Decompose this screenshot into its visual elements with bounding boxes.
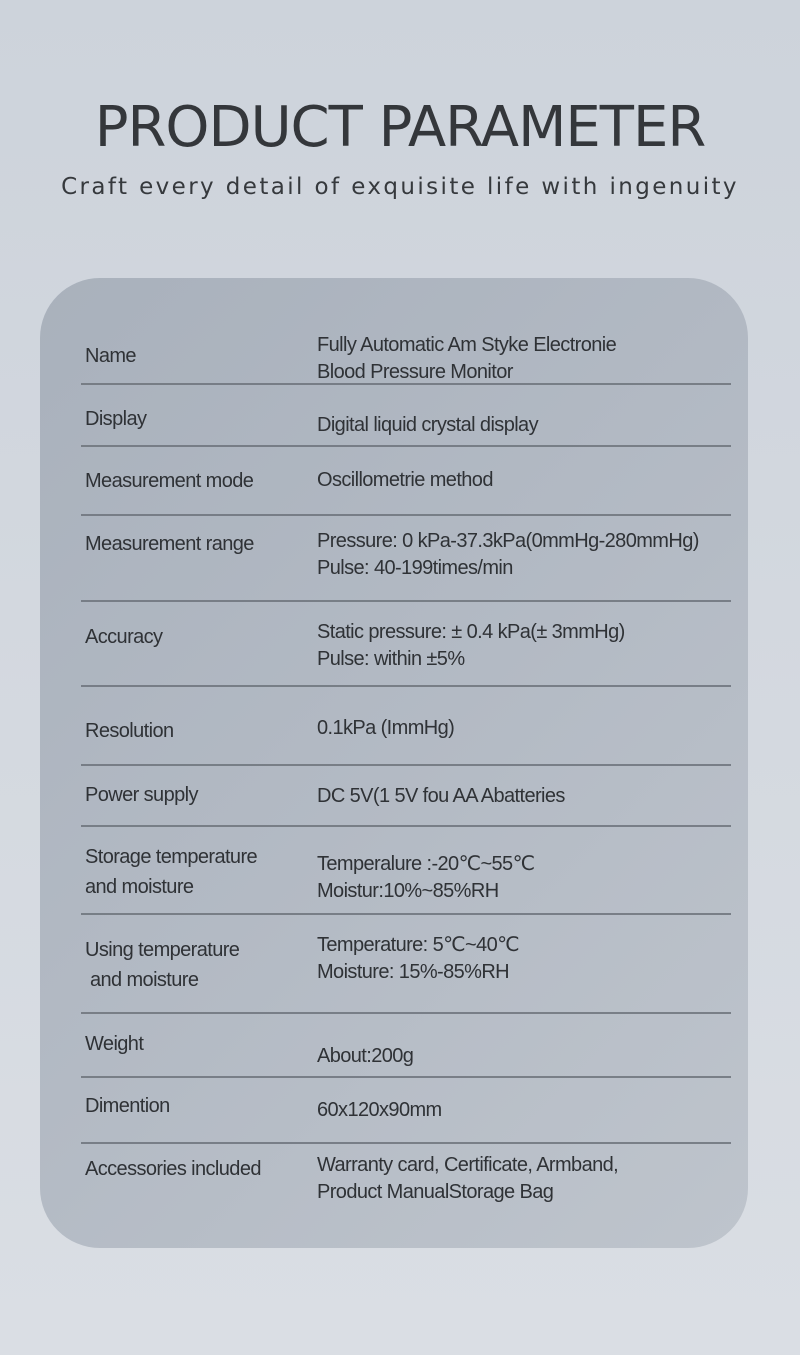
param-value-power-supply: DC 5V(1 5V fou AA Abatteries	[317, 785, 565, 807]
param-label-resolution: Resolution	[85, 720, 174, 742]
row-divider	[81, 600, 731, 602]
row-divider	[81, 825, 731, 827]
param-label-accessories: Accessories included	[85, 1158, 261, 1180]
param-label-weight: Weight	[85, 1033, 144, 1055]
row-divider	[81, 514, 731, 516]
param-label-name: Name	[85, 345, 136, 367]
row-divider	[81, 913, 731, 915]
param-label-using-temperature: Using temperature and moisture	[85, 939, 240, 991]
page-subtitle: Craft every detail of exquisite life with ingenuity	[61, 174, 739, 200]
param-label-display: Display	[85, 408, 147, 430]
row-divider	[81, 685, 731, 687]
row-divider	[81, 1076, 731, 1078]
param-value-accuracy: Static pressure: ± 0.4 kPa(± 3mmHg) Pulse: within ±5%	[317, 621, 625, 670]
param-label-accuracy: Accuracy	[85, 626, 163, 648]
row-divider	[81, 383, 731, 385]
row-divider	[81, 1012, 731, 1014]
row-divider	[81, 1142, 731, 1144]
param-value-using-temperature: Temperature: 5℃~40℃ Moisture: 15%-85%RH	[317, 934, 519, 983]
row-divider	[81, 764, 731, 766]
parameter-card	[40, 278, 748, 1248]
param-value-dimention: 60x120x90mm	[317, 1099, 442, 1121]
param-value-display: Digital liquid crystal display	[317, 414, 538, 436]
param-label-storage-temperature: Storage temperature and moisture	[85, 846, 258, 898]
param-label-measurement-mode: Measurement mode	[85, 470, 254, 492]
param-label-dimention: Dimention	[85, 1095, 170, 1117]
row-divider	[81, 445, 731, 447]
param-value-accessories: Warranty card, Certificate, Armband, Product ManualStorage Bag	[317, 1154, 619, 1203]
param-value-storage-temperature: Temperalure :-20℃~55℃ Moistur:10%~85%RH	[317, 853, 535, 902]
param-value-name: Fully Automatic Am Styke Electronie Blood Pressure Monitor	[317, 334, 617, 383]
param-value-measurement-range: Pressure: 0 kPa-37.3kPa(0mmHg-280mmHg) Pulse: 40-199times/min	[317, 530, 699, 579]
param-value-weight: About:200g	[317, 1045, 414, 1067]
param-label-measurement-range: Measurement range	[85, 533, 254, 555]
param-value-measurement-mode: Oscillometrie method	[317, 469, 493, 491]
page-title: PRODUCT PARAMETER	[94, 95, 706, 160]
param-value-resolution: 0.1kPa (ImmHg)	[317, 717, 455, 739]
param-label-power-supply: Power supply	[85, 784, 198, 806]
